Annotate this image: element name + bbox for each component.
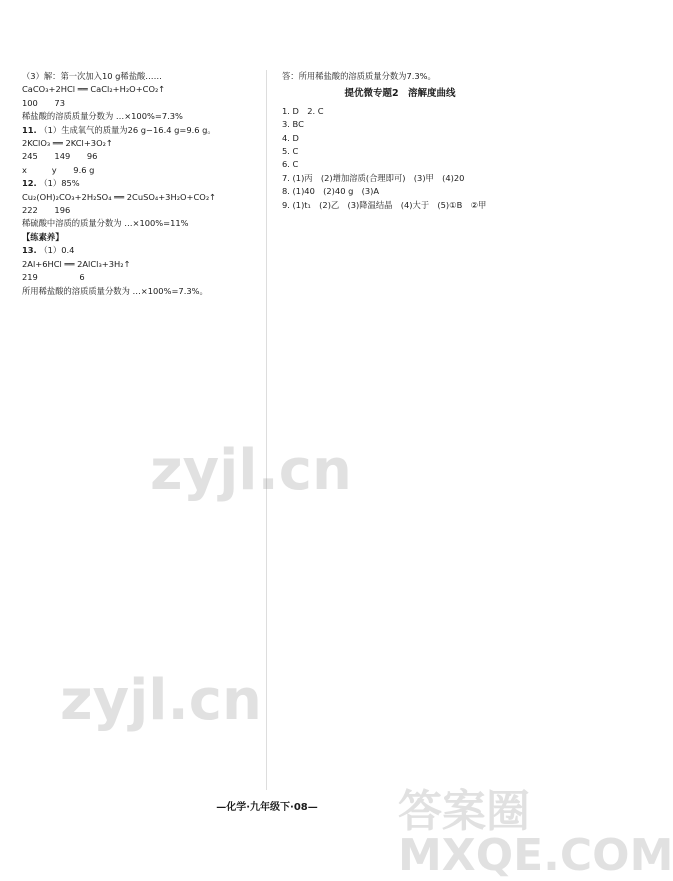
question-12-line: （1）85%	[39, 178, 80, 189]
column-divider	[266, 70, 267, 790]
question-12-line: 稀硫酸中溶质的质量分数为 …×100%=11%	[22, 218, 189, 229]
question-11	[22, 124, 258, 137]
question-13	[22, 244, 258, 257]
question-13-line: 219 6	[22, 272, 85, 283]
practice-section-label: 【练素养】	[22, 231, 64, 242]
question-13-line: 所用稀盐酸的溶质质量分数为 …×100%=7.3%。	[22, 285, 208, 296]
left-column	[22, 70, 258, 298]
answer-item: 5. C	[282, 146, 299, 157]
watermark: zyjl.cn	[150, 438, 352, 503]
question-11-line: （1）生成氧气的质量为26 g−16.4 g=9.6 g。	[39, 124, 216, 135]
question-number: 12.	[22, 178, 37, 189]
question-12	[22, 177, 258, 190]
right-line: 答：所用稀盐酸的溶质质量分数为7.3%。	[282, 71, 436, 81]
page-footer: —化学·九年级下·08—	[216, 802, 318, 813]
left-line: （3）解：第一次加入10 g稀盐酸……	[22, 71, 162, 81]
question-13-line: （1）0.4	[39, 245, 75, 256]
watermark: zyjl.cn	[60, 668, 262, 733]
question-number: 13.	[22, 245, 37, 256]
question-11-line: x y 9.6 g	[22, 164, 95, 175]
question-number: 11.	[22, 124, 37, 135]
answer-item: 9. (1)t₁ (2)乙 (3)降温结晶 (4)大于 (5)①B ②甲	[282, 199, 487, 210]
answer-item: 7. (1)丙 (2)增加溶质(合理即可) (3)甲 (4)20	[282, 172, 465, 183]
left-line: 稀盐酸的溶质质量分数为 …×100%=7.3%	[22, 111, 183, 122]
answer-item: 3. BC	[282, 119, 304, 130]
right-column	[282, 70, 518, 212]
question-11-line: 2KClO₃ ══ 2KCl+3O₂↑	[22, 138, 113, 149]
left-line: CaCO₃+2HCl ══ CaCl₂+H₂O+CO₂↑	[22, 84, 166, 95]
watermark: 答案圈 MXQE.COM	[398, 786, 673, 881]
question-11-line: 245 149 96	[22, 151, 98, 162]
answer-item: 6. C	[282, 159, 299, 170]
question-13-line: 2Al+6HCl ══ 2AlCl₃+3H₂↑	[22, 258, 131, 269]
answer-item: 4. D	[282, 132, 299, 143]
left-line: 100 73	[22, 97, 65, 108]
section-title: 提优微专题2 溶解度曲线	[344, 88, 456, 100]
answer-item: 1. D 2. C	[282, 105, 324, 116]
question-12-line: Cu₂(OH)₂CO₃+2H₂SO₄ ══ 2CuSO₄+3H₂O+CO₂↑	[22, 191, 217, 202]
answer-item: 8. (1)40 (2)40 g (3)A	[282, 186, 380, 197]
question-12-line: 222 196	[22, 205, 71, 216]
